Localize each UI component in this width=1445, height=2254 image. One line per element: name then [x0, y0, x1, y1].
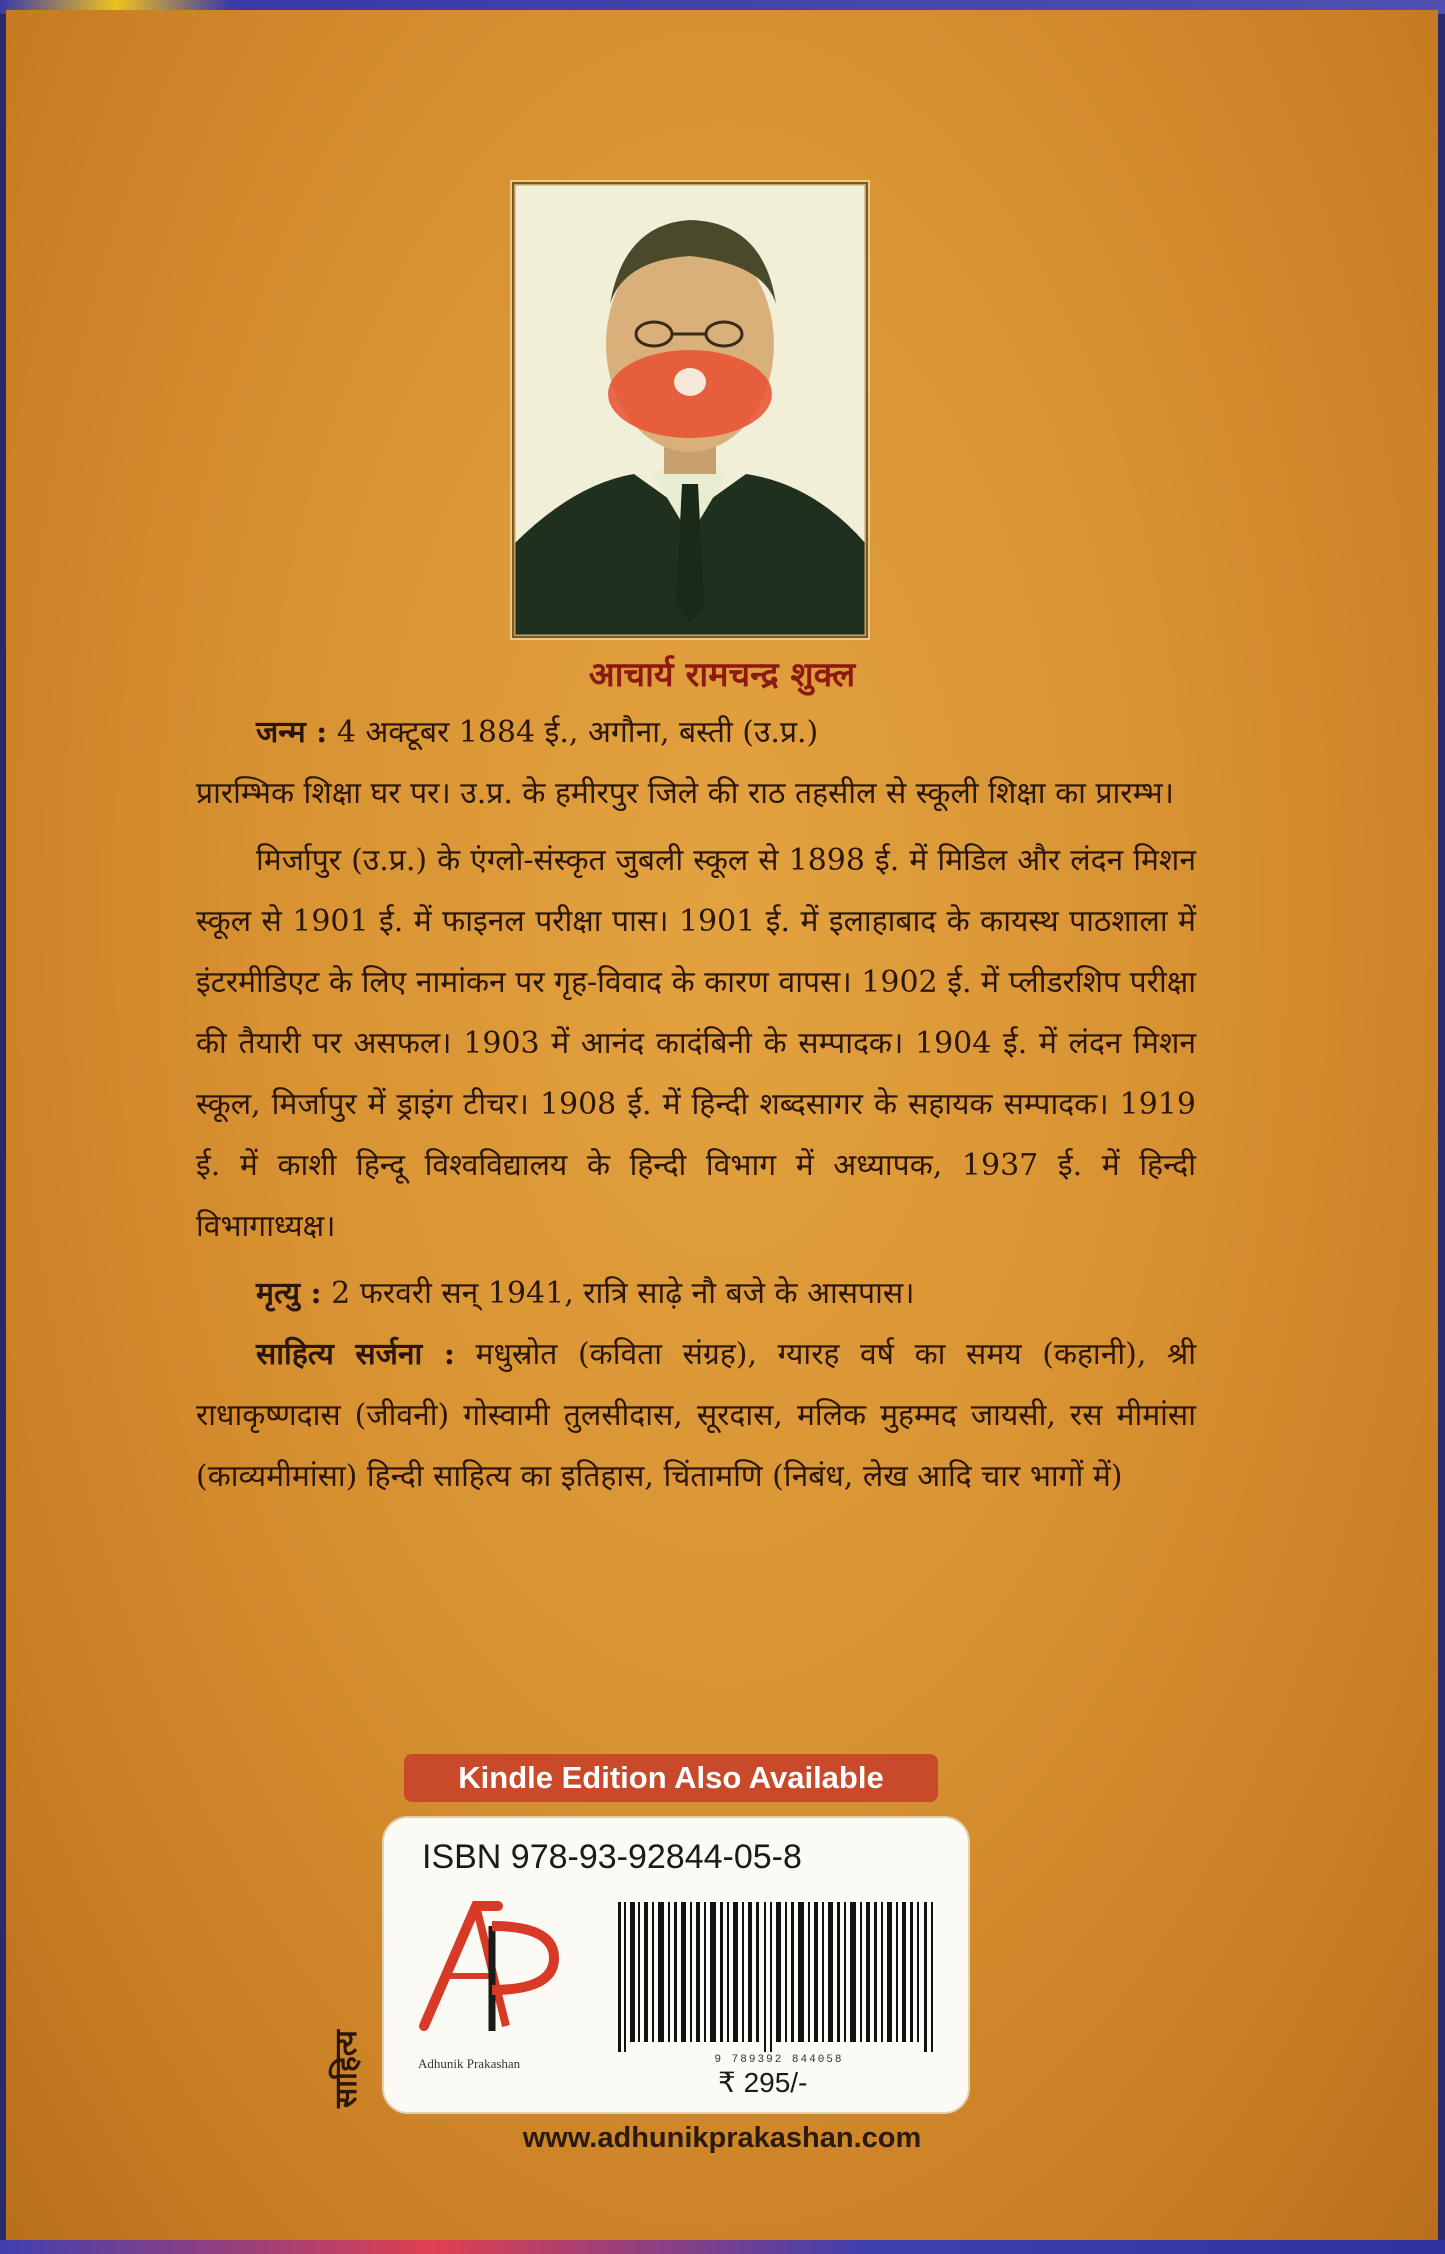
category-text: साहित्य [329, 2030, 364, 2108]
birth-label: जन्म : [256, 715, 328, 750]
isbn-price-box [382, 1816, 970, 2114]
bio-paragraph-1: प्रारम्भिक शिक्षा घर पर। उ.प्र. के हमीरपुर जिले की राठ तहसील से स्कूली शिक्षा का प्रारम्भ। [196, 776, 1175, 811]
author-biography [196, 702, 1196, 1507]
book-back-cover [6, 10, 1438, 2246]
death-line [196, 1263, 1196, 1324]
works-paragraph [196, 1324, 1196, 1507]
barcode-icon [614, 1902, 944, 2052]
bio-paragraph-2: मिर्जापुर (उ.प्र.) के एंग्लो-संस्कृत जुबली स्कूल से 1898 ई. में मिडिल और लंदन मिशन स्कूल से 1901 ई. में फाइनल परीक्षा पास। 1901 ई. में इलाहाबाद के कायस्थ पाठशाला में इंटरमीडिएट के लिए नामांकन पर गृह-विवाद के कारण वापस। 1902 ई. में प्लीडरशिप परीक्षा की तैयारी पर असफल। 1903 में आनंद कादंबिनी के सम्पादक। 1904 ई. में लंदन मिशन स्कूल, मिर्जापुर में ड्राइंग टीचर। 1908 ई. में हिन्दी शब्दसागर के सहायक सम्पादक। 1919 ई. में काशी हिन्दू विश्वविद्यालय के हिन्दी विभाग में अध्यापक, 1937 ई. में हिन्दी विभागाध्यक्ष। [196, 843, 1196, 1244]
works-text: मधुस्रोत (कविता संग्रह), ग्यारह वर्ष का समय (कहानी), श्री राधाकृष्णदास (जीवनी) गोस्वामी तुलसीदास, सूरदास, मलिक मुहम्मद जायसी, रस मीमांसा (काव्यमीमांसा) हिन्दी साहित्य का इतिहास, चिंतामणि (निबंध, लेख आदि चार भागों में) [196, 1337, 1196, 1494]
birth-line [196, 702, 1196, 763]
death-label: मृत्यु : [256, 1276, 322, 1311]
isbn-number: ISBN 978-93-92844-05-8 [422, 1838, 802, 1876]
author-name-caption: आचार्य रामचन्द्र शुक्ल [588, 655, 856, 695]
category-label [324, 1998, 364, 2108]
price-tag: ₹ 295/- [718, 2067, 808, 2098]
bottom-edge-strip [0, 2240, 1445, 2254]
publisher-name: Adhunik Prakashan [418, 2056, 521, 2071]
birth-text: 4 अक्टूबर 1884 ई., अगौना, बस्ती (उ.प्र.) [336, 715, 819, 750]
works-label: साहित्य सर्जना : [256, 1337, 455, 1372]
death-text: 2 फरवरी सन् 1941, रात्रि साढ़े नौ बजे के आसपास। [331, 1276, 915, 1311]
publisher-website[interactable]: www.adhunikprakashan.com [522, 2122, 922, 2154]
kindle-edition-banner: Kindle Edition Also Available [404, 1754, 938, 1802]
author-portrait [512, 182, 868, 638]
publisher-logo-icon [414, 1896, 564, 2036]
barcode-digits: 9 789392 844058 [714, 2054, 844, 2066]
